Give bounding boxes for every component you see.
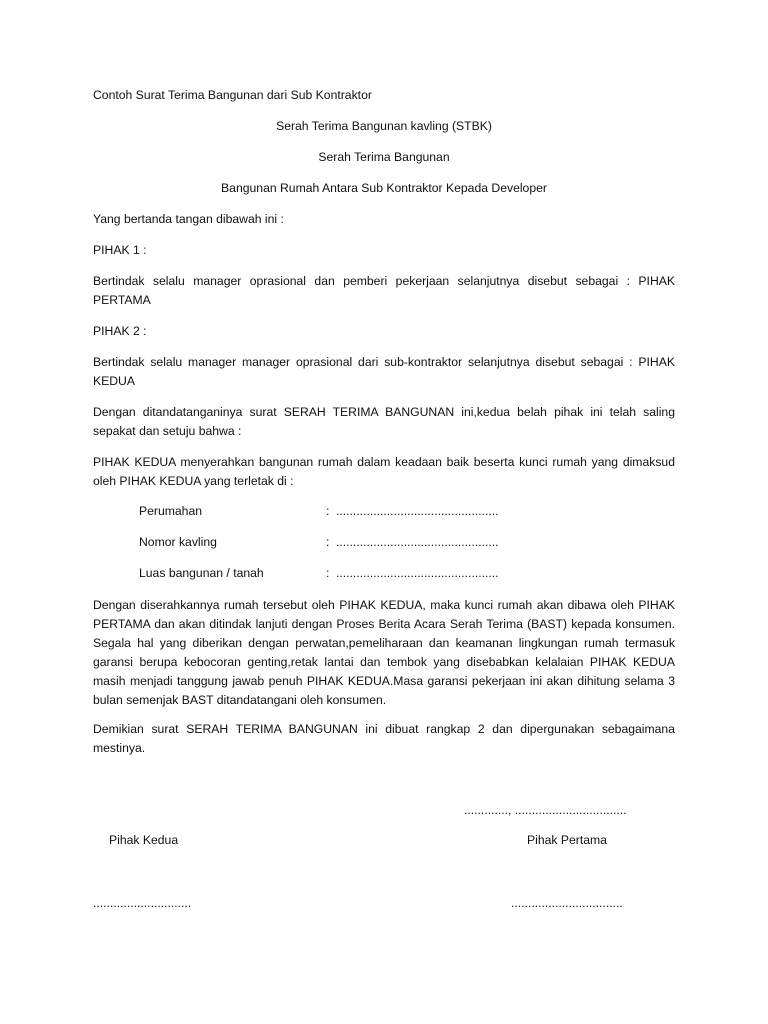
- handover-paragraph: PIHAK KEDUA menyerahkan bangunan rumah dalam keadaan baik beserta kunci rumah yang dimaksud oleh PIHAK KEDUA yang terletak di :: [93, 455, 675, 488]
- signature-label-pihak-kedua: Pihak Kedua: [109, 833, 179, 847]
- field-label: Luas bangunan / tanah: [139, 566, 264, 580]
- signature-line-pihak-pertama: .................................: [511, 896, 623, 910]
- field-colon: :: [326, 566, 330, 580]
- pihak1-description: Bertindak selalu manager oprasional dan pemberi pekerjaan selanjutnya disebut sebagai : PIHAK PERTAMA: [93, 274, 675, 307]
- heading-serah-terima: Serah Terima Bangunan: [318, 150, 450, 164]
- field-label: Perumahan: [139, 504, 203, 518]
- pihak2-label: PIHAK 2 :: [93, 324, 147, 338]
- field-colon: :: [326, 504, 330, 518]
- field-luas-bangunan: [139, 564, 539, 583]
- field-label: Nomor kavling: [139, 535, 217, 549]
- pihak1-label: PIHAK 1 :: [93, 243, 147, 257]
- signature-label-pihak-pertama: Pihak Pertama: [527, 833, 607, 847]
- field-blank: ................................................: [336, 566, 499, 580]
- conditions-paragraph: Dengan diserahkannya rumah tersebut oleh PIHAK KEDUA, maka kunci rumah akan dibawa oleh PIHAK PERTAMA dan akan ditindak lanjuti dengan Proses Berita Acara Serah Terima (BAST) kepada konsumen. Segala hal yang diberikan dengan perwatan,pemeliharaan dan keamanan lingkungan rumah termasuk garansi berupa kebocoran genting,retak lantai dan tembok yang disebabkan kelalaian PIHAK KEDUA masih menjadi tanggung jawab penuh PIHAK KEDUA.Masa garansi pekerjaan ini akan dihitung selama 3 bulan semenjak BAST ditandatangani oleh konsumen.: [93, 598, 675, 707]
- field-blank: ................................................: [336, 504, 499, 518]
- signature-line-pihak-kedua: .............................: [93, 896, 192, 910]
- intro-text: Yang bertanda tangan dibawah ini :: [93, 212, 284, 226]
- document-title: Contoh Surat Terima Bangunan dari Sub Kontraktor: [93, 88, 372, 102]
- heading-stbk: Serah Terima Bangunan kavling (STBK): [276, 119, 492, 133]
- agreement-paragraph: Dengan ditandatanganinya surat SERAH TERIMA BANGUNAN ini,kedua belah pihak ini telah saling sepakat dan setuju bahwa :: [93, 405, 675, 438]
- field-perumahan: [139, 502, 539, 521]
- field-colon: :: [326, 535, 330, 549]
- pihak2-description: Bertindak selalu manager manager oprasional dari sub-kontraktor selanjutnya disebut sebagai : PIHAK KEDUA: [93, 355, 675, 388]
- place-date-line: ............., .................................: [464, 803, 627, 817]
- closing-paragraph: Demikian surat SERAH TERIMA BANGUNAN ini dibuat rangkap 2 dan dipergunakan sebagaimana mestinya.: [93, 722, 675, 755]
- field-nomor-kavling: [139, 533, 539, 552]
- field-blank: ................................................: [336, 535, 499, 549]
- heading-bangunan-rumah: Bangunan Rumah Antara Sub Kontraktor Kepada Developer: [221, 181, 547, 195]
